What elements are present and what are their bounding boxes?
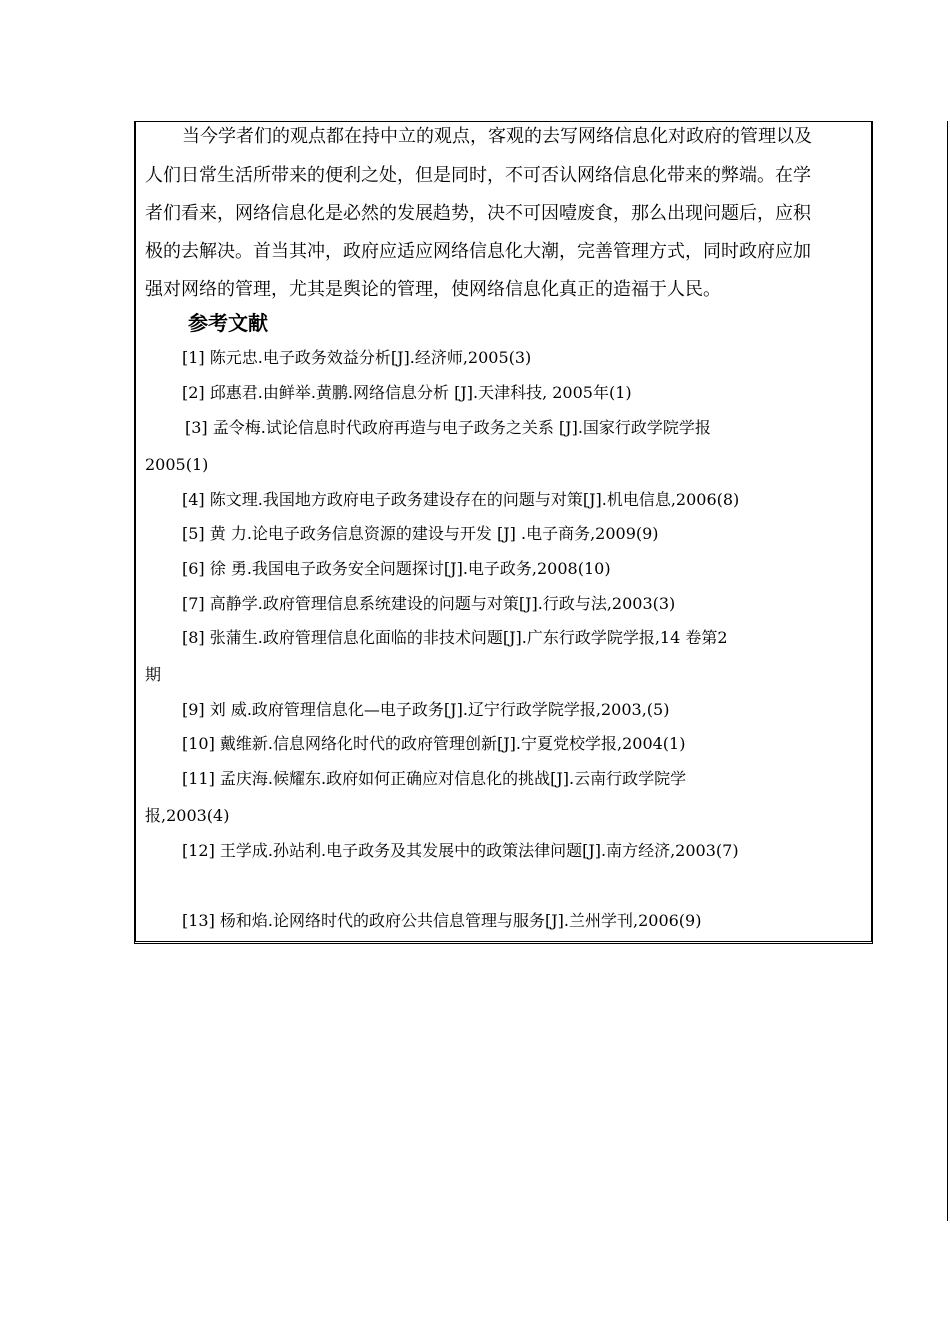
reference-line: [11] 孟庆海.候耀东.政府如何正确应对信息化的挑战[J].云南行政学院学 [182,769,687,788]
reference-line: 期 [145,665,162,684]
reference-line: [10] 戴维新.信息网络化时代的政府管理创新[J].宁夏党校学报,2004(1) [182,734,686,753]
body-line-2: 人们日常生活所带来的便利之处，但是同时，不可否认网络信息化带来的弊端。在学 [145,165,811,186]
reference-line: [7] 高静学.政府管理信息系统建设的问题与对策[J].行政与法,2003(3) [182,594,676,613]
reference-line: [5] 黄 力.论电子政务信息资源的建设与开发 [J] .电子商务,2009(9) [182,524,659,543]
body-line-4: 极的去解决。首当其冲，政府应适应网络信息化大潮，完善管理方式，同时政府应加 [145,241,811,262]
body-line-3: 者们看来，网络信息化是必然的发展趋势，决不可因噎废食，那么出现问题后，应积 [145,203,811,224]
reference-line: [12] 王学成.孙站利.电子政务及其发展中的政策法律问题[J].南方经济,2003(7) [182,841,739,860]
reference-line: [4] 陈文理.我国地方政府电子政务建设存在的问题与对策[J].机电信息,2006(8) [182,490,740,509]
reference-line: 报,2003(4) [145,806,230,825]
page-edge-line [947,121,948,1221]
body-line-1: 当今学者们的观点都在持中立的观点，客观的去写网络信息化对政府的管理以及 [182,126,812,147]
reference-line: [1] 陈元忠.电子政务效益分析[J].经济师,2005(3) [182,348,532,367]
reference-line: [3] 孟令梅.试论信息时代政府再造与电子政务之关系 [J].国家行政学院学报 [185,418,711,437]
reference-line: [2] 邱惠君.由鲜举.黄鹏.网络信息分析 [J].天津科技, 2005年(1) [182,383,632,402]
reference-line: [13] 杨和焰.论网络时代的政府公共信息管理与服务[J].兰州学刊,2006(9) [182,911,702,930]
reference-line: [8] 张蒲生.政府管理信息化面临的非技术问题[J].广东行政学院学报,14 卷第2 [182,628,728,647]
body-line-5: 强对网络的管理，尤其是舆论的管理，使网络信息化真正的造福于人民。 [145,279,721,300]
references-heading: 参考文献 [188,311,268,335]
reference-line: [9] 刘 威.政府管理信息化—电子政务[J].辽宁行政学院学报,2003,(5) [182,700,670,719]
reference-line: [6] 徐 勇.我国电子政务安全问题探讨[J].电子政务,2008(10) [182,559,611,578]
reference-line: 2005(1) [145,455,209,474]
